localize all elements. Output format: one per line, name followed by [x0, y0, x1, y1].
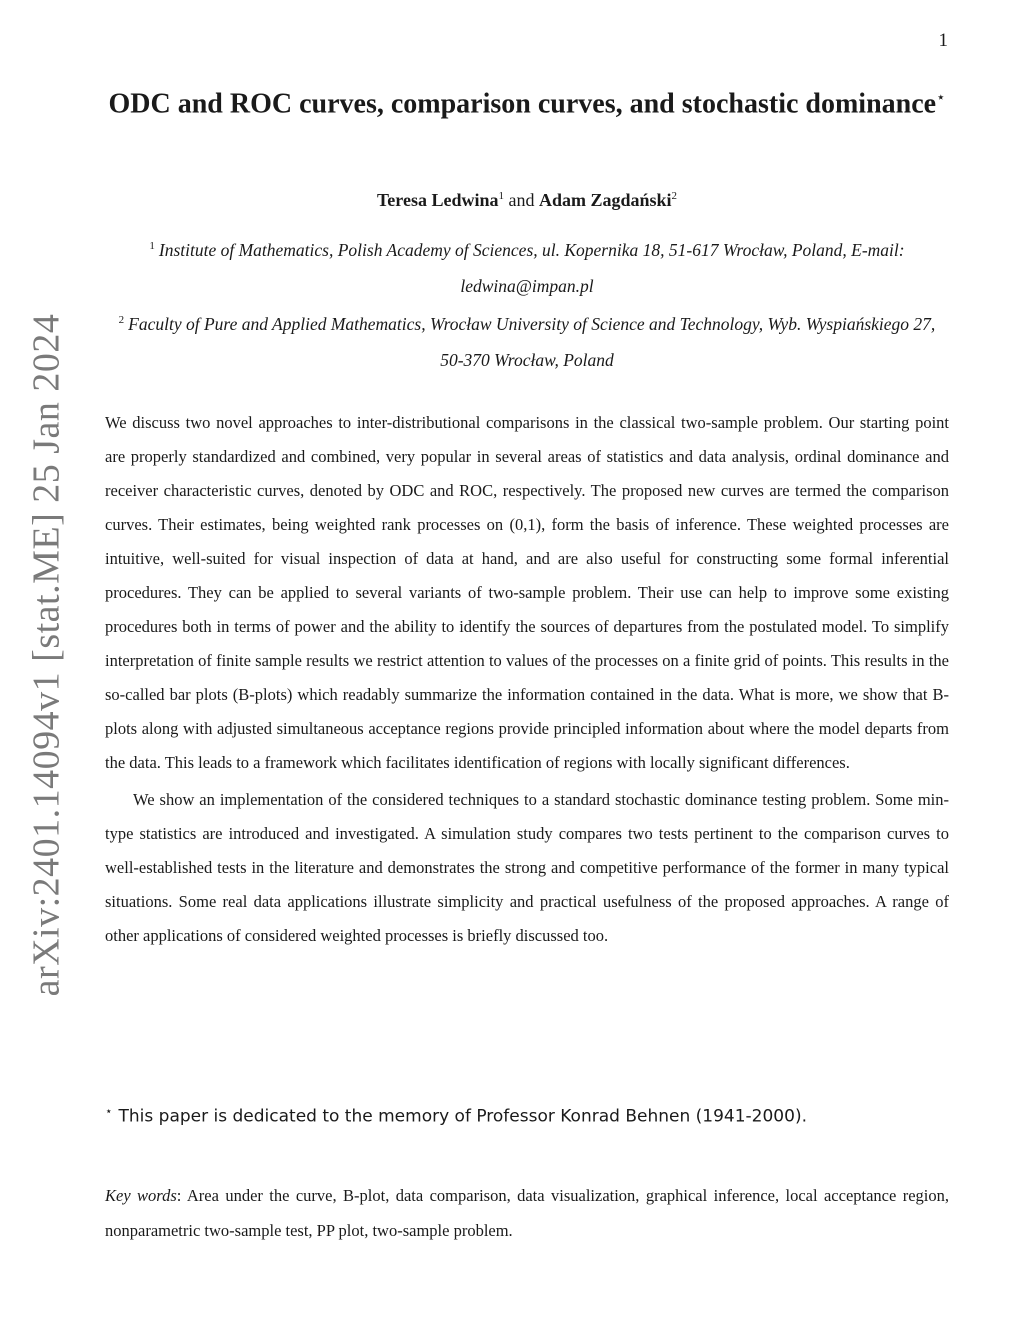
affiliation-marker: 1: [149, 240, 155, 252]
abstract-paragraph: We discuss two novel approaches to inter-distributional comparisons in the classical two-sample problem. Our starting point are properly standardized and combined, very popular in several areas of statistics and data analysis, ordinal dominance and receiver characteristic curves, denoted by ODC and ROC, respectively. The proposed new curves are termed the comparison curves. Their estimates, being weighted rank processes on (0,1), form the basis of inference. These weighted processes are intuitive, well-suited for visual inspection of data at hand, and are also useful for constructing some formal inferential procedures. They can be applied to several variants of two-sample problem. Their use can help to improve some existing procedures both in terms of power and the ability to identify the sources of departures from the postulated model. To simplify interpretation of finite sample results we restrict attention to values of the processes on a finite grid of points. This results in the so-called bar plots (B-plots) which readably summarize the information contained in the data. What is more, we show that B-plots along with adjusted simultaneous acceptance regions provide principled information about where the model departs from the data. This leads to a framework which facilitates identification of regions with locally significant differences.: [105, 413, 949, 772]
title-footnote-marker: ⋆: [936, 90, 946, 106]
author-name: Teresa Ledwina: [376, 190, 499, 210]
dedication-marker: ⋆: [105, 1104, 113, 1118]
abstract: [105, 406, 949, 953]
affiliation-1: [105, 228, 949, 304]
abstract-paragraph: We show an implementation of the considered techniques to a standard stochastic dominance testing problem. Some min-type statistics are introduced and investigated. A simulation study compares two tests pertinent to the comparison curves to well-established tests in the literature and demonstrates the strong and competitive performance of the former in many typical situations. Some real data applications illustrate simplicity and practical usefulness of the proposed approaches. A range of other applications of considered weighted processes is briefly discussed too.: [105, 790, 949, 945]
author-name: Adam Zagdański: [538, 190, 672, 210]
dedication-text: This paper is dedicated to the memory of Professor Konrad Behnen (1941-2000).: [118, 1106, 807, 1127]
arxiv-stamp: [24, 313, 68, 997]
author-joiner: and: [508, 190, 535, 210]
paper-title: [90, 80, 964, 122]
affiliation-text: Institute of Mathematics, Polish Academy of Sciences, ul. Kopernika 18, 51-617 Wrocław, Poland, E-mail: ledwina@impan.pl: [158, 239, 905, 296]
author-affil-marker: 1: [498, 190, 504, 202]
keywords-text: : Area under the curve, B-plot, data comparison, data visualization, graphical inference, local acceptance region, nonparametric two-sample test, PP plot, two-sample problem.: [105, 1186, 950, 1240]
affiliation-marker: 2: [118, 314, 125, 326]
author-affil-marker: 2: [671, 190, 678, 202]
author-line: [90, 190, 964, 211]
arxiv-stamp-text: arXiv:2401.14094v1 [stat.ME] 25 Jan 2024: [25, 313, 67, 997]
page-number: 1: [938, 30, 948, 51]
keywords-label: Key words: [105, 1186, 177, 1205]
dedication-footnote: [105, 1104, 949, 1127]
paper-title-text: ODC and ROC curves, comparison curves, and stochastic dominance: [108, 88, 937, 120]
affiliation-2: [105, 302, 949, 378]
affiliation-text: Faculty of Pure and Applied Mathematics, Wrocław University of Science and Technology, Wyb. Wyspiańskiego 27, 50-370 Wrocław, Poland: [128, 313, 936, 370]
keywords: [105, 1178, 949, 1248]
